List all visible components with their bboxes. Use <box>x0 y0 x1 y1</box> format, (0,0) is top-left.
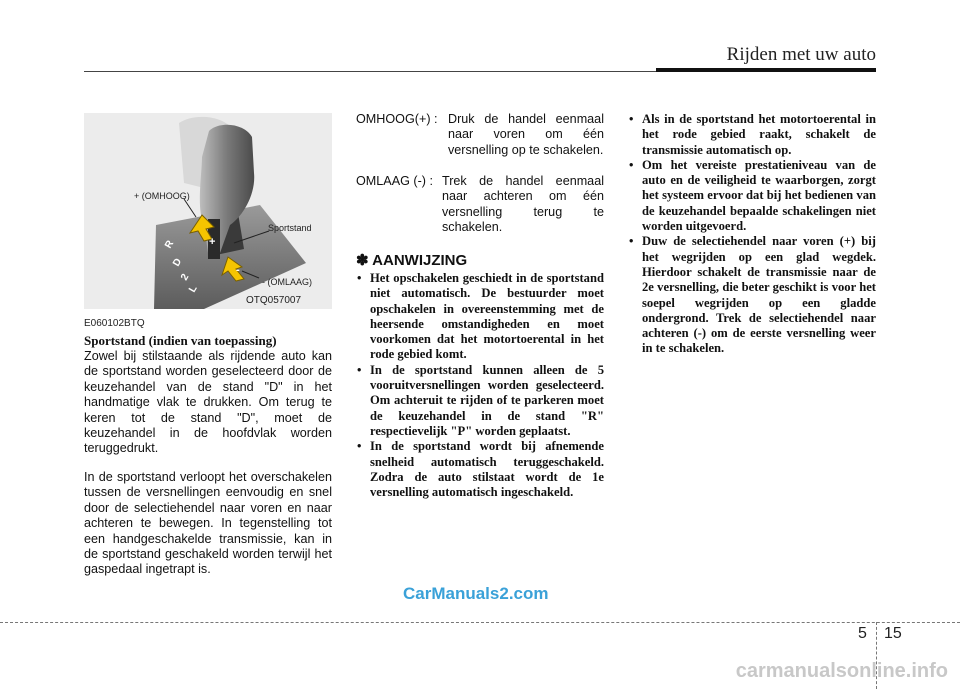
gear-minus-mark: - <box>236 264 240 276</box>
header-rule <box>84 71 656 72</box>
label-sportstand: Sportstand <box>268 223 312 233</box>
gear-2-mark: 2 <box>179 272 192 283</box>
section-number: 5 <box>858 625 867 642</box>
header-bar <box>656 68 876 72</box>
notice-item: • Het opschakelen geschiedt in de sportstand niet automatisch. De bestuurder moet opschakelen in overeenstemming met de heersende omstandigheden en moet voorkomen dat het motortoerental in het rode gebied komt. <box>356 271 604 363</box>
notice-item: • In de sportstand kunnen alleen de 5 vooruitversnellingen worden geselecteerd. Om achteruit te rijden of te parkeren moet de keuzehandel in de stand "R" respectievelijk "P" worden geplaatst. <box>356 363 604 439</box>
definition-up-term: OMHOOG(+) : <box>356 112 438 126</box>
page-number: 15 <box>884 625 902 642</box>
section-paragraph-2: In de sportstand verloopt het overschakelen tussen de versnellingen eenvoudig en snel door de selectiehendel naar voren en naar achteren te bewegen. In tegenstelling tot een handgeschakelde transmissie, kan in de sportstand geschakeld worden terwijl het gaspedaal ingetrapt is. <box>84 470 332 577</box>
definition-up-desc: Druk de handel eenmaal naar voren om één versnelling op te schakelen. <box>448 112 604 157</box>
label-up: + (OMHOOG) <box>134 191 190 201</box>
section-paragraph-1: Zowel bij stilstaande als rijdende auto kan de sportstand worden geselecteerd door de keuzehandel van de stand "D" in het handmatige vlak te drukken. Om terug te keren tot de stand "D", moet de keuzehandel in de hoofdvlak worden teruggedrukt. <box>84 349 332 456</box>
footer-rule <box>0 622 960 623</box>
gear-shifter-figure <box>84 113 332 309</box>
definition-down-desc: Trek de handel eenmaal naar achteren om één versnelling terug te schakelen. <box>442 174 604 235</box>
notice-item: • Duw de selectiehendel naar voren (+) bij het wegrijden op een glad wegdek. Hierdoor schakelt de transmissie naar de 2e versnelling, die beter geschikt is voor het soepel wegrijden op een gladde ondergrond. Trek de selectiehendel naar achteren (-) om de eerste versnelling weer in te schakelen. <box>628 234 876 356</box>
leader-line-up <box>184 199 196 217</box>
figure-id: OTQ057007 <box>246 295 302 306</box>
watermark-carmanuals2[interactable]: CarManuals2.com <box>403 584 549 603</box>
notice-item: • In de sportstand wordt bij afnemende snelheid automatisch teruggeschakeld. Zodra de auto stilstaat wordt de 1e versnelling automatisch ingeschakeld. <box>356 439 604 500</box>
gear-l-mark: L <box>187 283 200 295</box>
label-down: - (OMLAAG) <box>262 277 313 287</box>
definition-down-term: OMLAAG (-) : <box>356 174 433 188</box>
page-header-title: Rijden met uw auto <box>726 44 876 65</box>
watermark-carmanualsonline[interactable]: carmanualsonline.info <box>735 660 948 682</box>
notice-title: ✽ AANWIJZING <box>356 252 468 269</box>
notice-item: • Om het vereiste prestatieniveau van de auto en de veiligheid te waarborgen, zorgt het systeem ervoor dat bij het bedienen van de keuzehandel bepaalde schakelingen niet worden uitgevoerd. <box>628 158 876 234</box>
notice-item: • Als in de sportstand het motortoerental in het rode gebied raakt, schakelt de transmissie automatisch op. <box>628 112 876 158</box>
gear-plus-mark: + <box>209 236 216 248</box>
section-code: E060102BTQ <box>84 318 145 329</box>
notice-list-col3 <box>628 112 876 357</box>
section-title: Sportstand (indien van toepassing) <box>84 333 277 348</box>
definition-up <box>356 112 604 158</box>
gear-d-mark: D <box>171 256 185 269</box>
notice-list-col2 <box>356 271 604 500</box>
gear-r-mark: R <box>163 238 177 251</box>
definition-down <box>356 174 604 236</box>
